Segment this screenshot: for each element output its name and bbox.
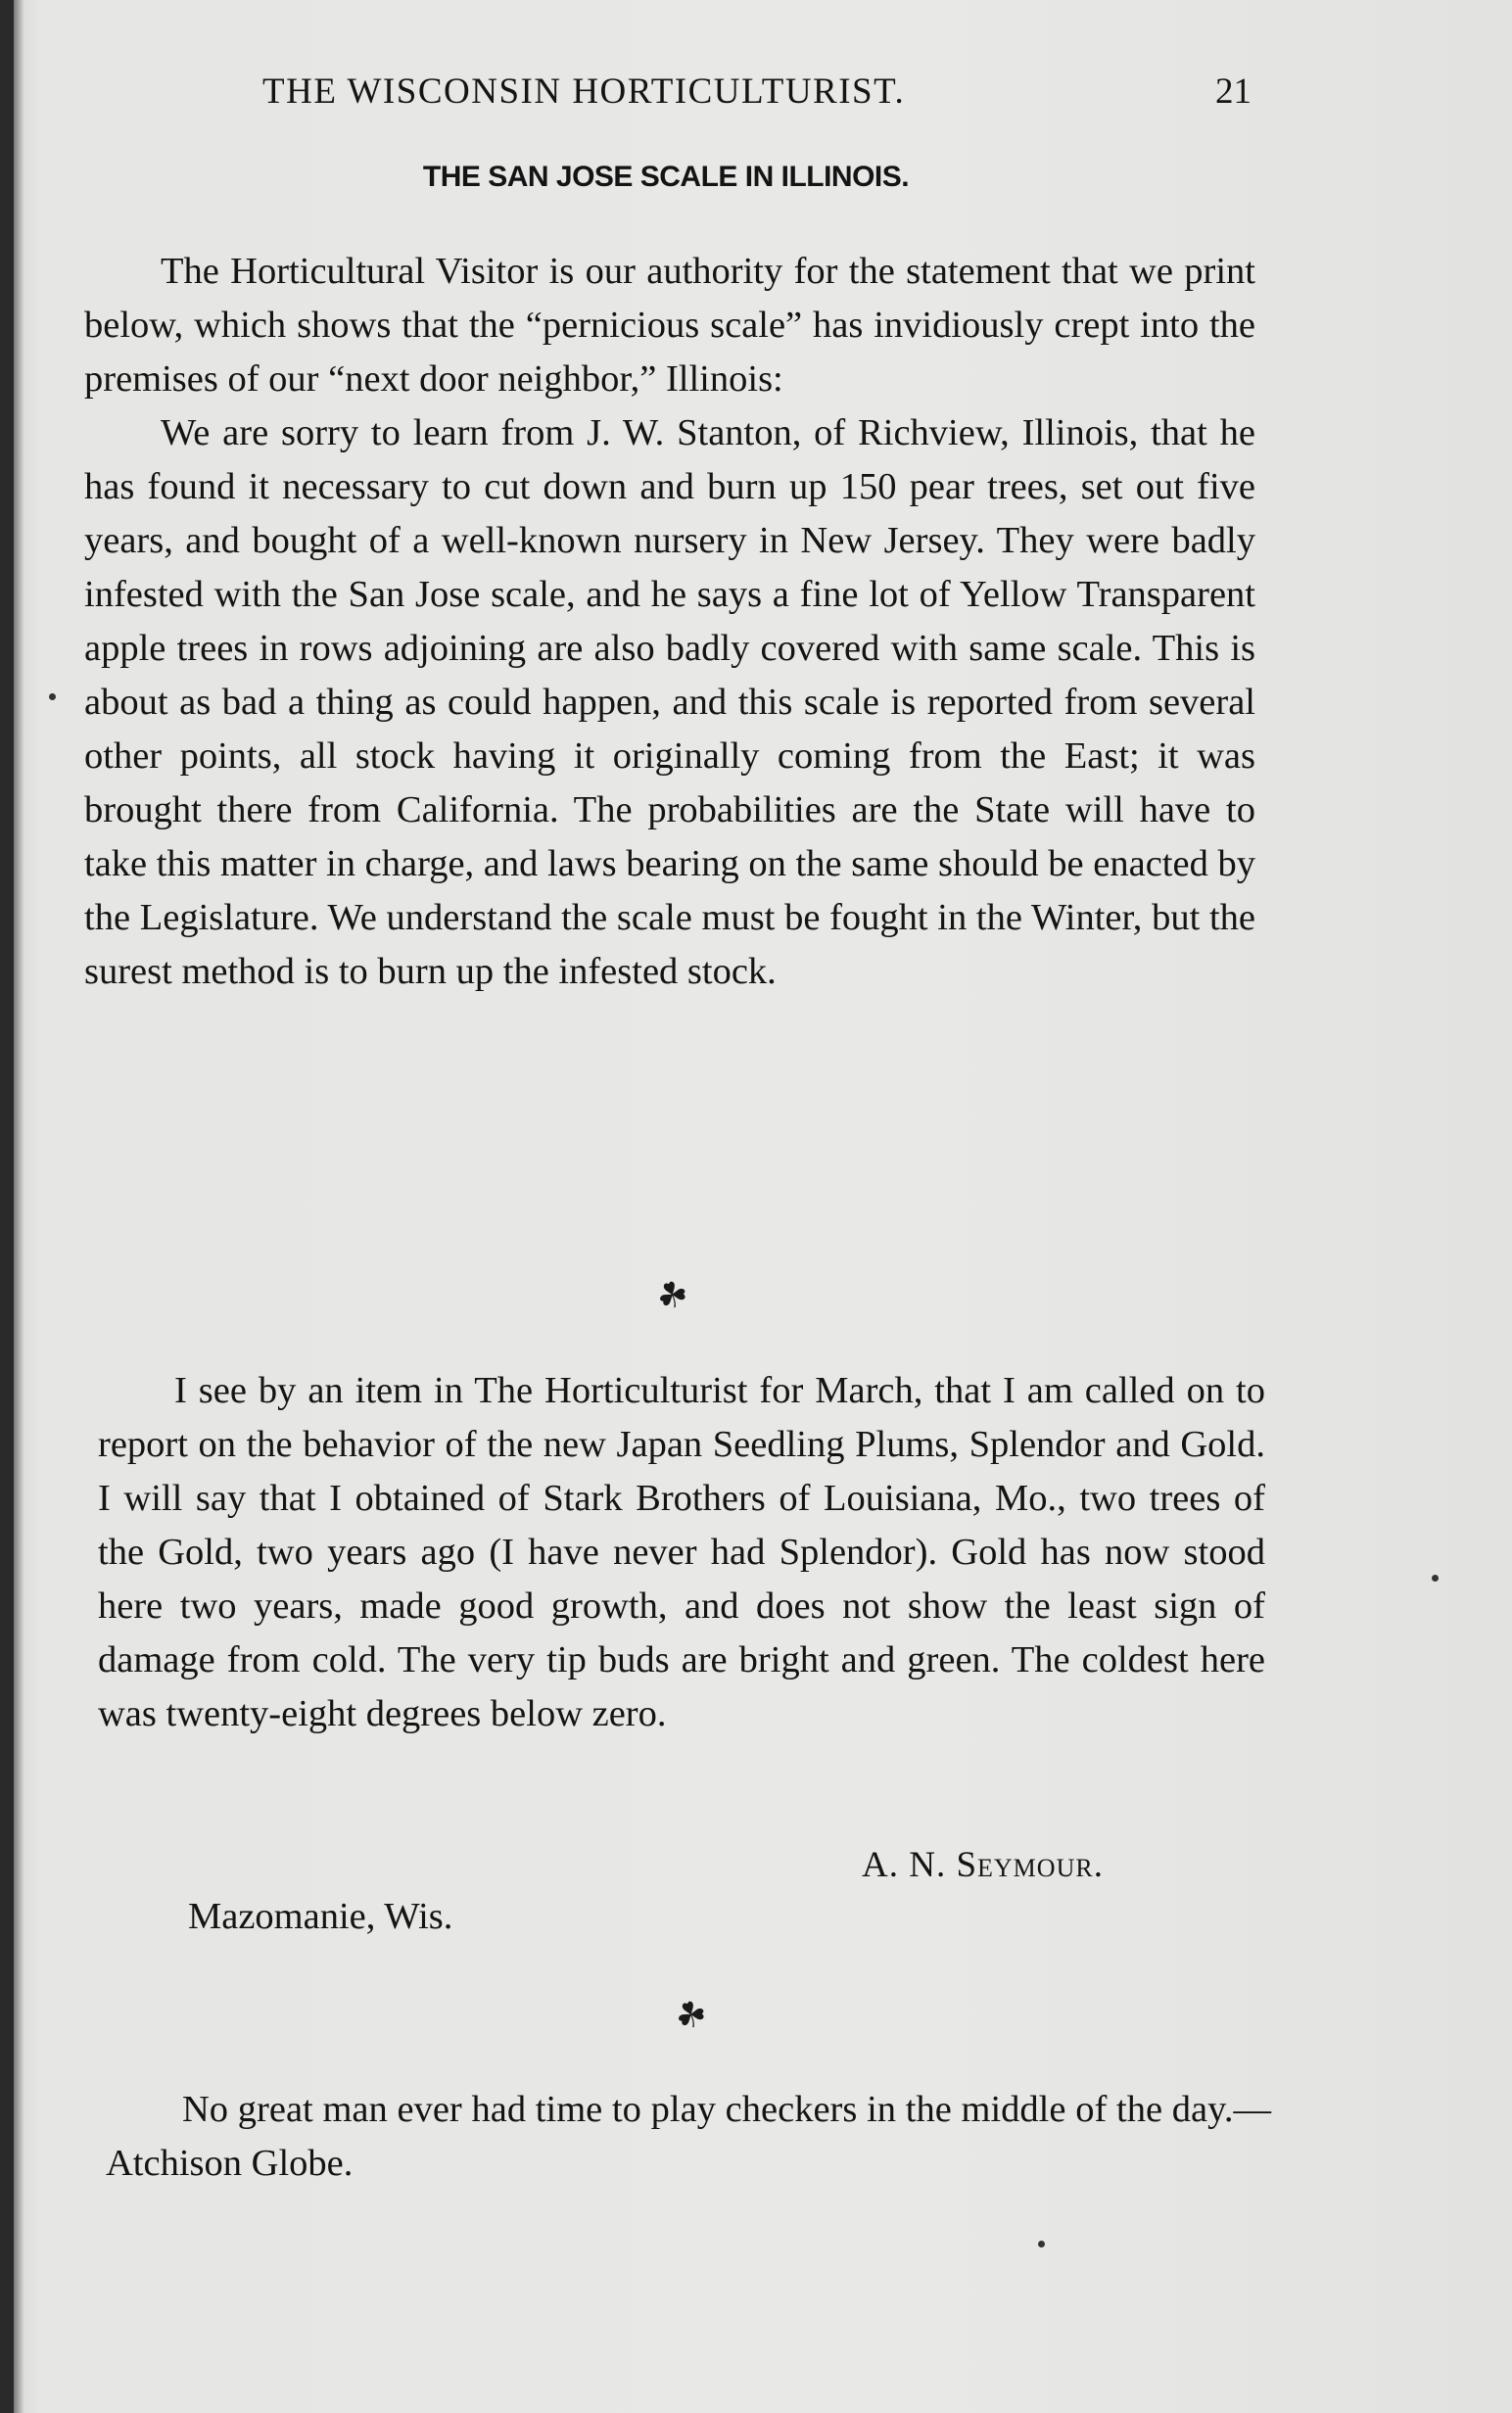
page-number: 21	[1215, 71, 1252, 112]
scan-speck	[1038, 2241, 1045, 2247]
article-intro-paragraph: The Horticultural Visitor is our authority for the statement that we print below, which shows that the “pernicious scale” has invidiously crept into the premises of our “next door neighbor,” Illinois:	[84, 251, 1255, 400]
binding-shadow	[14, 0, 24, 2413]
letter-place: Mazomanie, Wis.	[188, 1896, 453, 1937]
running-title: THE WISCONSIN HORTICULTURIST.	[262, 71, 906, 112]
letter-signature	[862, 1844, 1104, 1886]
article-quote-paragraph: We are sorry to learn from J. W. Stanton, of Richview, Illinois, that he has found it necessary to cut down and burn up 150 pear trees, set out five years, and bought of a well-known nursery in New Jersey. They were badly infested with the San Jose scale, and he says a fine lot of Yellow Transparent apple trees in rows adjoining are also badly covered with same scale. This is about as bad a thing as could happen, and this scale is reported from several other points, all stock having it originally coming from the East; it was brought there from California. The probabilities are the State will have to take this matter in charge, and laws bearing on the same should be enacted by the Legislature. We understand the scale must be fought in the Winter, but the surest method is to burn up the infested stock.	[84, 412, 1255, 992]
signature-name: A. N. Seymour.	[862, 1845, 1104, 1885]
binding-edge	[0, 0, 14, 2413]
scan-speck	[49, 693, 56, 700]
quip-body	[106, 2083, 1271, 2191]
article-title: THE SAN JOSE SCALE IN ILLINOIS.	[422, 161, 910, 193]
scan-speck	[1432, 1575, 1439, 1582]
quip-paragraph: No great man ever had time to play checkers in the middle of the day.—Atchison Globe.	[106, 2089, 1271, 2184]
article-body	[84, 245, 1255, 999]
section-ornament-icon: ☘	[650, 1271, 695, 1321]
letter-body	[98, 1364, 1265, 1741]
letter-paragraph: I see by an item in The Horticulturist for March, that I am called on to report on the behavior of the new Japan Seedling Plums, Splendor and Gold. I will say that I obtained of Stark Brothers of Louisiana, Mo., two trees of the Gold, two years ago (I have never had Splendor). Gold has now stood here two years, made good growth, and does not show the least sign of damage from cold. The very tip buds are bright and green. The coldest here was twenty-eight degrees below zero.	[98, 1370, 1265, 1734]
running-head	[262, 71, 1252, 129]
section-ornament-icon: ☘	[669, 1991, 714, 2041]
